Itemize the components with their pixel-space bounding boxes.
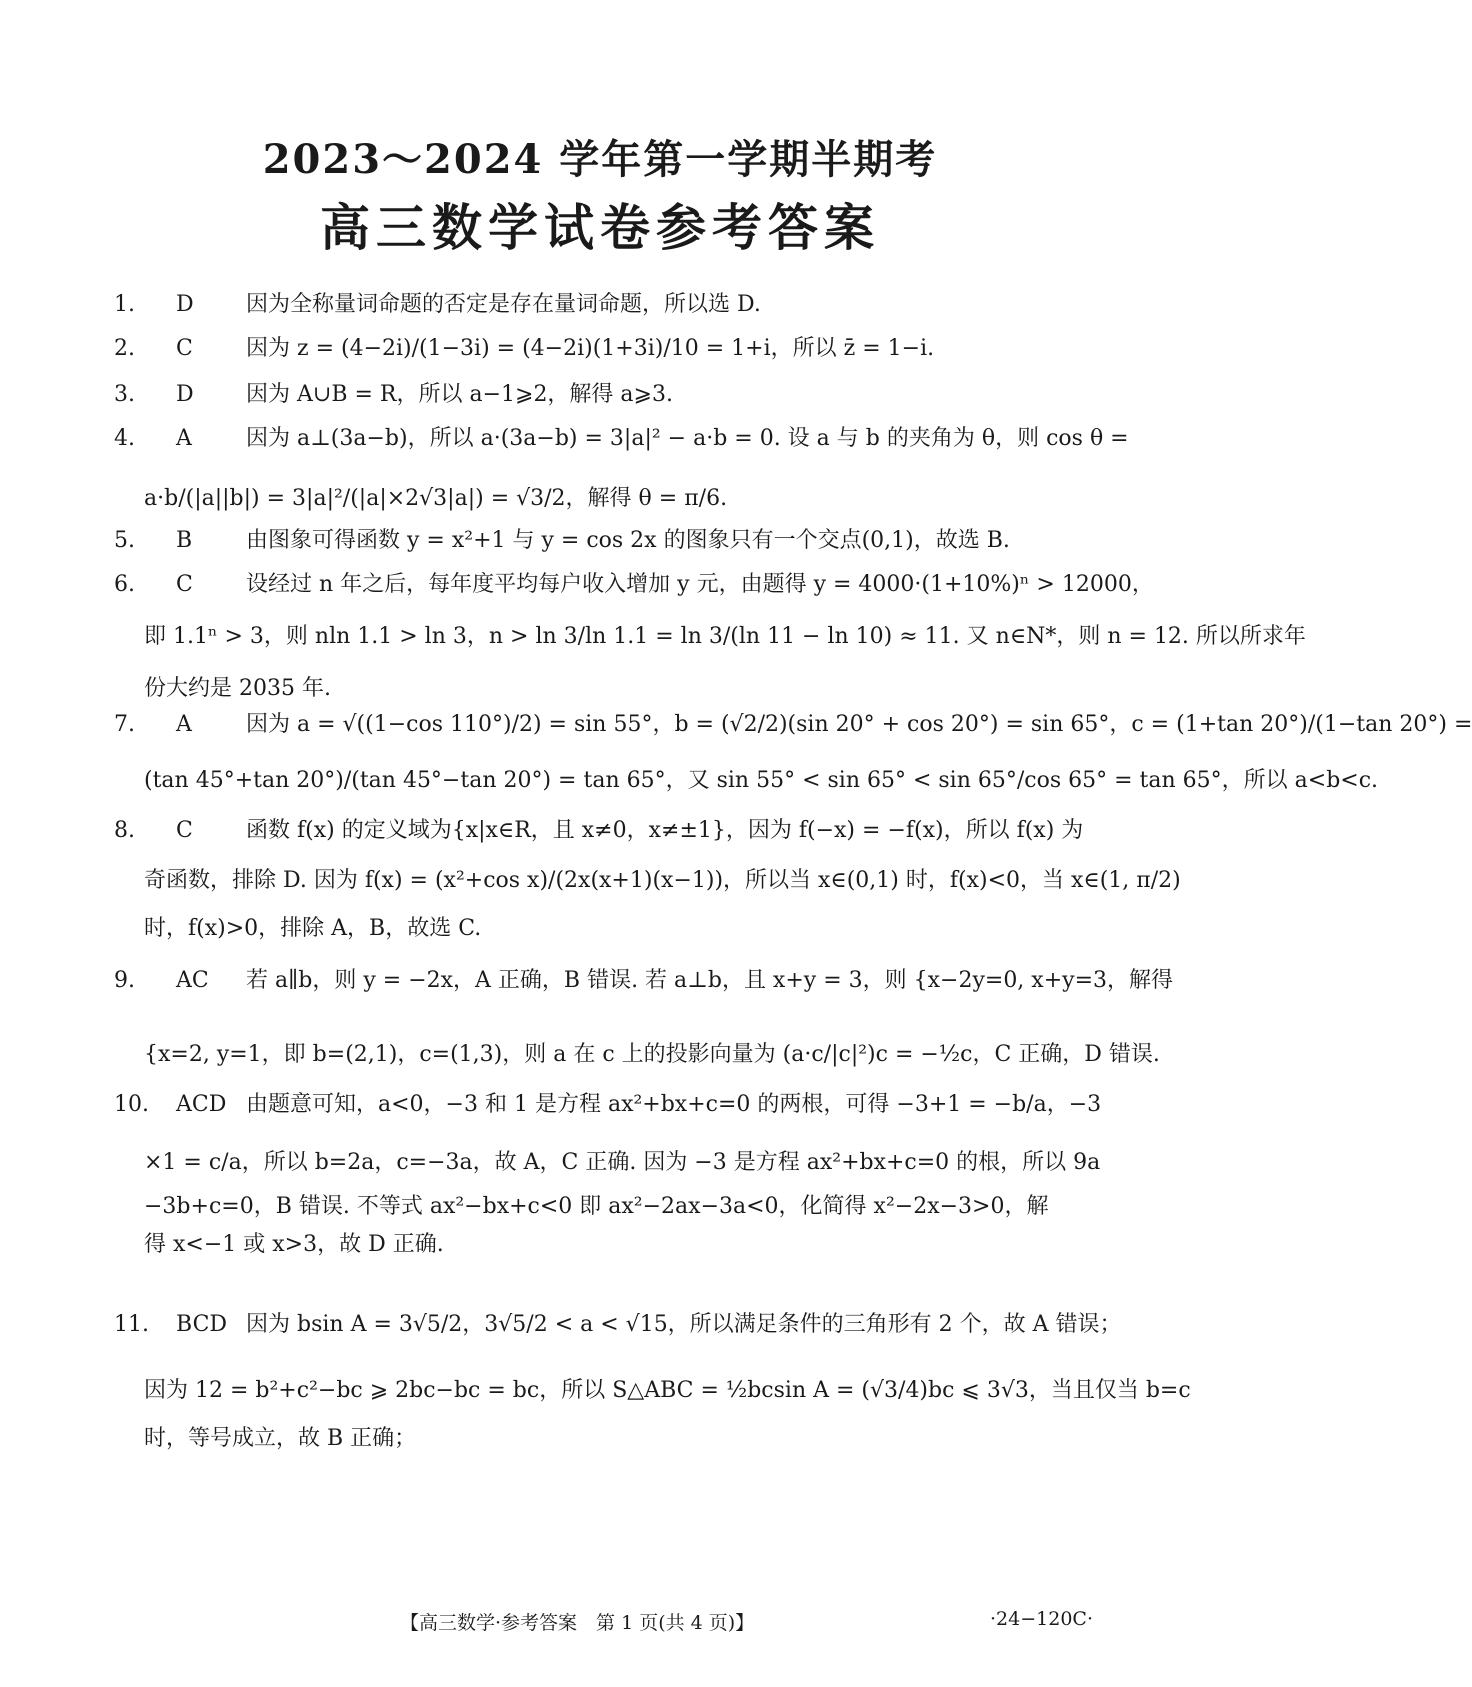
item-answer: AC	[176, 968, 209, 993]
item-number: 1.	[114, 292, 135, 317]
item-number: 5.	[114, 528, 135, 553]
answer-item-5	[114, 522, 1104, 560]
item-answer: ACD	[176, 1092, 227, 1117]
item-explanation: 因为 bsin A = 3√5/2，3√5/2 < a < √15，所以满足条件的三角形有 2 个，故 A 错误；	[246, 1312, 1122, 1337]
item-answer: B	[176, 528, 193, 553]
item-explanation-cont: 时，等号成立，故 B 正确；	[144, 1426, 417, 1451]
answer-key-title: 高三数学试卷参考答案	[320, 199, 880, 257]
item-explanation: 由题意可知，a<0，−3 和 1 是方程 ax²+bx+c=0 的两根，可得 −3+1 = −b/a，−3	[246, 1092, 1102, 1117]
item-answer: D	[176, 292, 194, 317]
item-explanation-cont: −3b+c=0，B 错误. 不等式 ax²−bx+c<0 即 ax²−2ax−3a<0，化简得 x²−2x−3>0，解	[144, 1194, 1049, 1219]
answer-item-7	[114, 706, 1472, 800]
item-explanation-cont: a·b/(|a||b|) = 3|a|²/(|a|×2√3|a|) = √3/2，解得 θ = π/6.	[144, 486, 728, 511]
item-explanation: 因为 a = √((1−cos 110°)/2) = sin 55°，b = (√2/2)(sin 20° + cos 20°) = sin 65°，c = (1+tan 20°)/(1−tan 20°) =	[246, 712, 1472, 737]
item-explanation: 由图象可得函数 y = x²+1 与 y = cos 2x 的图象只有一个交点(0,1)，故选 B.	[246, 528, 1010, 553]
item-explanation-cont: 得 x<−1 或 x>3，故 D 正确.	[144, 1232, 444, 1257]
item-number: 3.	[114, 382, 135, 407]
item-explanation-cont: ×1 = c/a，所以 b=2a，c=−3a，故 A，C 正确. 因为 −3 是方程 ax²+bx+c=0 的根，所以 9a	[144, 1150, 1101, 1175]
item-explanation: 因为全称量词命题的否定是存在量词命题，所以选 D.	[246, 292, 761, 317]
answer-item-3	[114, 376, 1104, 414]
footer-page-info: 【高三数学·参考答案 第 1 页(共 4 页)】	[400, 1612, 755, 1634]
exam-title: 2023～2024 学年第一学期半期考	[262, 136, 938, 183]
item-number: 6.	[114, 572, 135, 597]
item-explanation-cont: 即 1.1ⁿ > 3，则 nln 1.1 > ln 3，n > ln 3/ln 1.1 = ln 3/(ln 11 − ln 10) ≈ 11. 又 n∈N*，则 n = 12. 所以所求年	[144, 624, 1306, 649]
item-explanation-cont: 时，f(x)>0，排除 A，B，故选 C.	[144, 916, 482, 941]
answer-item-10	[114, 1086, 1104, 1264]
item-explanation: 设经过 n 年之后，每年度平均每户收入增加 y 元，由题得 y = 4000·(1+10%)ⁿ > 12000，	[246, 572, 1154, 597]
item-number: 10.	[114, 1092, 149, 1117]
item-explanation: 因为 z = (4−2i)/(1−3i) = (4−2i)(1+3i)/10 = 1+i，所以 z̄ = 1−i.	[246, 336, 935, 361]
answer-item-9	[114, 962, 1173, 1074]
item-answer: A	[176, 426, 192, 451]
answer-item-1	[114, 286, 1104, 324]
item-answer: C	[176, 336, 193, 361]
item-explanation: 因为 a⊥(3a−b)，所以 a·(3a−b) = 3|a|² − a·b = 0. 设 a 与 b 的夹角为 θ，则 cos θ =	[246, 426, 1129, 451]
item-explanation-cont: 份大约是 2035 年.	[144, 676, 331, 701]
answer-item-4	[114, 420, 1129, 518]
item-answer: C	[176, 572, 193, 597]
item-explanation-cont: 因为 12 = b²+c²−bc ⩾ 2bc−bc = bc，所以 S△ABC = ½bcsin A = (√3/4)bc ⩽ 3√3，当且仅当 b=c	[144, 1378, 1191, 1403]
answer-item-11	[114, 1306, 1191, 1458]
item-answer: BCD	[176, 1312, 228, 1337]
answer-item-6	[114, 566, 1306, 708]
item-explanation-cont: 奇函数，排除 D. 因为 f(x) = (x²+cos x)/(2x(x+1)(x−1))，所以当 x∈(0,1) 时，f(x)<0，当 x∈(1, π/2)	[144, 868, 1181, 893]
item-answer: C	[176, 818, 193, 843]
item-explanation: 若 a∥b，则 y = −2x，A 正确，B 错误. 若 a⊥b，且 x+y = 3，则 {x−2y=0, x+y=3，解得	[246, 968, 1173, 993]
item-answer: A	[176, 712, 192, 737]
item-number: 7.	[114, 712, 135, 737]
item-explanation-cont: (tan 45°+tan 20°)/(tan 45°−tan 20°) = tan 65°，又 sin 55° < sin 65° < sin 65°/cos 65° = tan 65°，所以 a<b<c.	[144, 768, 1379, 793]
item-number: 11.	[114, 1312, 149, 1337]
item-explanation: 因为 A∪B = R，所以 a−1⩾2，解得 a⩾3.	[246, 382, 673, 407]
item-answer: D	[176, 382, 194, 407]
footer-exam-code: ·24−120C·	[990, 1608, 1093, 1630]
answer-item-2	[114, 330, 1104, 368]
item-number: 9.	[114, 968, 135, 993]
item-explanation-cont: {x=2, y=1，即 b=(2,1)，c=(1,3)，则 a 在 c 上的投影向量为 (a·c/|c|²)c = −½c，C 正确，D 错误.	[144, 1042, 1160, 1067]
item-number: 2.	[114, 336, 135, 361]
item-number: 4.	[114, 426, 135, 451]
answer-item-8	[114, 812, 1181, 948]
item-number: 8.	[114, 818, 135, 843]
item-explanation: 函数 f(x) 的定义域为{x|x∈R，且 x≠0，x≠±1}，因为 f(−x) = −f(x)，所以 f(x) 为	[246, 818, 1084, 843]
